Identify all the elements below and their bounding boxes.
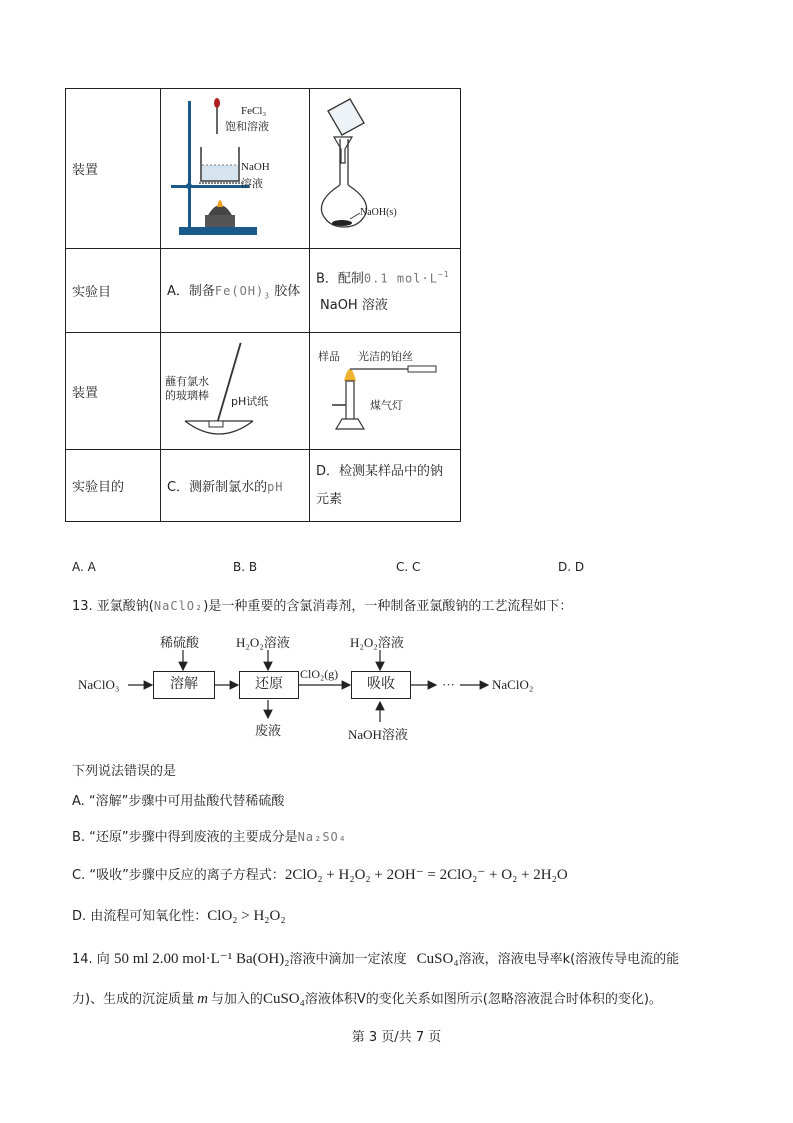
row-label: 实验目的 [66,450,161,522]
q14-line2-prefix: 力)、生成的沉淀质量 [72,992,195,1007]
clo2-gas-label: ClO₂(g) [300,667,339,681]
option-a-suffix: 胶体 [274,284,301,300]
option-a-formula: Fe(OH) [214,284,265,299]
q13-prefix: 13. 亚氯酸钠( [72,599,154,614]
row-label: 装置 [66,333,161,450]
q13-formula: NaClO₂ [153,599,204,613]
output-naclo2-label: NaClO₂ [492,677,534,692]
q12-option-d: D. D [558,560,585,574]
q13-option-d [72,905,286,925]
q13-option-c-equation: 2ClO₂ + H₂O₂ + 2OH⁻ = 2ClO₂⁻ + O₂ + 2H₂O [284,867,568,883]
step-absorb-box: 吸收 [351,671,411,699]
dilute-sulfuric-acid-label: 稀硫酸 [160,635,200,650]
h2o2-solution-label-2: H₂O₂溶液 [350,635,404,650]
q13-question: 下列说法错误的是 [72,764,177,779]
q13-option-a: A. “溶解”步骤中可用盐酸代替稀硫酸 [72,794,285,809]
platinum-wire-label: 光洁的铂丝 [358,350,413,363]
q13-option-b-formula: Na₂SO₄ [297,830,348,844]
q12-option-c: C. C [396,560,421,574]
ph-paper-label: pH试纸 [231,395,269,408]
q14-line2-mid: 与加入的 [210,992,263,1007]
ellipsis-label: ··· [442,677,455,692]
q14-stem-line2 [72,988,662,1008]
step-dissolve-box: 溶解 [153,671,215,699]
q14-line2-suffix: 溶液体积V的变化关系如图所示(忽略溶液混合时体积的变化)。 [304,992,662,1007]
option-b-line2: NaOH 溶液 [320,297,388,313]
step-reduce-box: 还原 [239,671,299,699]
rod-label-2: 的玻璃棒 [165,389,209,402]
option-c-prefix: C．测新制氯水的 [167,480,268,495]
q12-option-a: A. A [72,560,96,574]
option-a-sub: 3 [264,291,271,301]
saturated-solution-label: 饱和溶液 [225,120,269,133]
q14-formula2: CuSO₄ [416,951,459,967]
option-b-sup: −1 [437,270,450,280]
q13-option-b [72,826,347,845]
q13-suffix: )是一种重要的含氯消毒剂，一种制备亚氯酸钠的工艺流程如下： [203,599,573,614]
option-b-formula: 0.1 mol·L [363,271,438,286]
option-a-prefix: A．制备 [167,284,215,300]
fecl3-label: FeCl₃ [241,105,267,117]
naoh-solid-label: NaOH(s) [360,207,397,218]
q13-option-b-prefix: B. “还原”步骤中得到废液的主要成分是 [72,830,298,845]
row-label: 装置 [66,89,161,249]
row-label: 实验目 [66,249,161,333]
q13-option-c [72,864,568,884]
naoh-label: NaOH [241,161,270,173]
q14-suffix1: 溶液，溶液电导率k(溶液传导电流的能 [458,952,680,967]
rod-label-1: 蘸有氯水 [165,375,209,388]
waste-liquid-label: 废液 [255,723,282,738]
option-b-prefix: B．配制 [316,271,364,287]
naoh-solution-label: NaOH溶液 [348,727,408,742]
page-footer: 第 3 页/共 7 页 [351,1030,442,1045]
q14-prefix: 14. 向 [72,952,110,967]
q13-option-d-formula: ClO₂ > H₂O₂ [207,908,286,924]
q12-option-b: B. B [233,560,258,574]
input-naclo3-label: NaClO₃ [78,677,120,692]
q14-stem-line1 [72,948,679,968]
sample-label: 样品 [318,350,340,363]
option-c-ph: pH [267,480,284,494]
gas-lamp-label: 煤气灯 [370,399,403,412]
option-d-line1: D．检测某样品中的钠 [316,463,444,479]
q14-formula3: CuSO₄ [262,991,305,1007]
q13-option-d-prefix: D. 由流程可知氧化性： [72,909,208,924]
h2o2-solution-label-1: H₂O₂溶液 [236,635,290,650]
option-d-line2: 元素 [316,491,343,507]
q13-option-c-prefix: C. “吸收”步骤中反应的离子方程式： [72,868,285,883]
q14-m-variable: m [197,991,208,1007]
q14-formula1: 50 ml 2.00 mol·L⁻¹ Ba(OH)₂ [113,951,290,967]
q14-middle: 溶液中滴加一定浓度 [289,952,407,967]
solution-label: 溶液 [241,177,263,190]
